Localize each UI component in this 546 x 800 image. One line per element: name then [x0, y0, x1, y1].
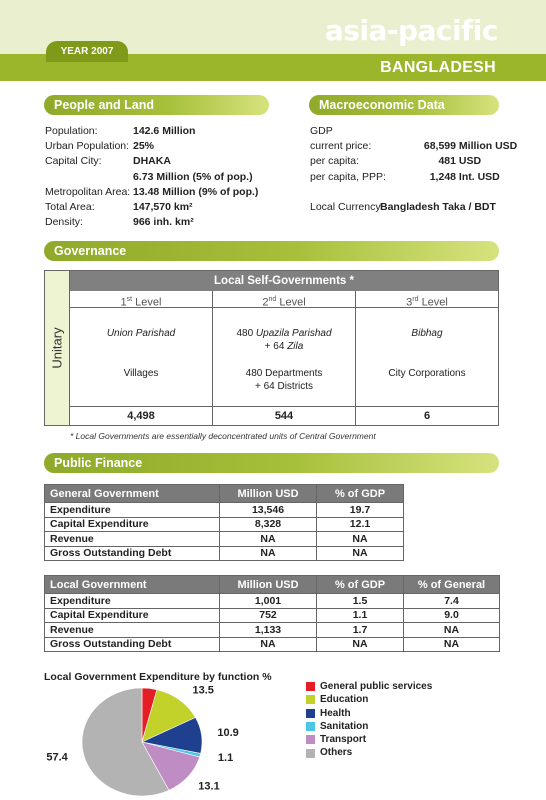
table-row [45, 503, 404, 518]
people-land-value: 147,570 km² [133, 201, 193, 214]
legend-item [306, 680, 432, 693]
chart-title: Local Government Expenditure by function % [44, 671, 272, 683]
people-land-list [45, 124, 258, 230]
row-label: Gross Outstanding Debt [45, 546, 220, 561]
column-header: Million USD [220, 576, 317, 594]
table-cell: NA [317, 637, 404, 652]
table-cell: NA [404, 637, 500, 652]
people-land-value: 966 inh. km² [133, 216, 194, 229]
table-cell: NA [317, 546, 404, 561]
people-land-label: Density: [45, 216, 83, 229]
people-land-label: Capital City: [45, 155, 102, 168]
macro-label: per capita, PPP: [310, 170, 386, 183]
table-cell: NA [317, 532, 404, 547]
macro-list [310, 124, 517, 215]
legend-label: Health [320, 707, 351, 719]
table-cell: 8,328 [220, 517, 317, 532]
region-title: asia-pacific [324, 14, 498, 47]
people-land-value: DHAKA [133, 155, 171, 168]
table-cell: 752 [220, 608, 317, 623]
level-1-column [70, 291, 213, 425]
pie-data-label: 1.1 [217, 752, 234, 765]
unitary-side-label: Unitary [45, 271, 70, 425]
column-header: Million USD [220, 485, 317, 503]
people-land-label: Urban Population: [45, 140, 130, 153]
column-header: % of GDP [317, 576, 404, 594]
people-land-row [45, 185, 258, 200]
row-label: Expenditure [45, 594, 220, 609]
macro-row [310, 154, 517, 169]
legend-swatch [306, 749, 315, 758]
macro-row [310, 139, 517, 154]
level-1-subunit: Villages [123, 368, 159, 379]
people-land-value: 25% [133, 140, 155, 153]
legend-label: Education [320, 694, 369, 706]
table-row [45, 623, 500, 638]
legend-swatch [306, 682, 315, 691]
level-2-column [213, 291, 356, 425]
table-row [45, 517, 404, 532]
legend-item [306, 733, 432, 746]
people-land-row [45, 139, 258, 154]
column-header: % of GDP [317, 485, 404, 503]
pie-data-label: 57.4 [46, 751, 68, 764]
legend-item [306, 693, 432, 706]
table-cell: NA [220, 637, 317, 652]
row-label: Revenue [45, 532, 220, 547]
governance-table-header: Local Self-Governments * [70, 271, 498, 291]
pie-data-label: 10.9 [217, 727, 239, 739]
governance-heading: Governance [44, 241, 499, 261]
row-label: Capital Expenditure [45, 608, 220, 623]
macro-value: 68,599 Million USD [423, 140, 518, 153]
currency-row [310, 200, 517, 215]
table-cell: 13,546 [220, 503, 317, 518]
people-land-label: Population: [45, 125, 98, 137]
people-land-row [45, 200, 258, 215]
row-label: Revenue [45, 623, 220, 638]
column-header: Local Government [45, 576, 220, 594]
people-land-value: 13.48 Million (9% of pop.) [133, 185, 259, 198]
level-3-heading: 3rd Level [356, 291, 498, 308]
level-2-subunit: 480 Departments + 64 Districts [245, 368, 323, 392]
people-land-value: 6.73 Million (5% of pop.) [133, 170, 253, 183]
legend-swatch [306, 735, 315, 744]
currency-label: Local Currency: [310, 200, 384, 213]
table-row [45, 532, 404, 547]
table-row [45, 608, 500, 623]
gdp-label: GDP [310, 125, 333, 137]
level-3-unit: Bibhag [411, 328, 443, 339]
legend-swatch [306, 709, 315, 718]
people-land-row [45, 215, 258, 230]
governance-table [44, 270, 499, 426]
page-header [0, 0, 546, 84]
macro-heading: Macroeconomic Data [309, 95, 499, 115]
level-3-column [356, 291, 498, 425]
public-finance-heading: Public Finance [44, 453, 499, 473]
macro-value: 1,248 Int. USD [429, 170, 500, 183]
level-1-heading: 1st Level [70, 291, 212, 308]
people-land-label [45, 170, 133, 185]
row-label: Gross Outstanding Debt [45, 637, 220, 652]
table-cell: 19.7 [317, 503, 404, 518]
macro-row [310, 170, 517, 185]
level-2-total: 544 [213, 406, 355, 425]
people-land-value: 142.6 Million [133, 125, 196, 137]
legend-item [306, 720, 432, 733]
table-row [45, 546, 404, 561]
level-3-subunit: City Corporations [388, 368, 466, 379]
table-cell: 1.1 [317, 608, 404, 623]
legend-item [306, 707, 432, 720]
table-cell: 1,133 [220, 623, 317, 638]
table-cell: 9.0 [404, 608, 500, 623]
expenditure-pie-chart [0, 684, 300, 800]
legend-label: Transport [320, 734, 367, 746]
level-1-unit: Union Parishad [106, 328, 176, 339]
legend-swatch [306, 695, 315, 704]
table-cell: 12.1 [317, 517, 404, 532]
people-land-heading: People and Land [44, 95, 269, 115]
country-title: BANGLADESH [380, 59, 496, 76]
level-2-unit: 480 Upazila Parishad + 64 Zila [236, 328, 332, 352]
people-land-label: Metropolitan Area: [45, 185, 131, 198]
people-land-row [45, 124, 258, 139]
table-cell: 1,001 [220, 594, 317, 609]
level-3-total: 6 [356, 406, 498, 425]
pie-data-label: 13.5 [192, 684, 214, 697]
macro-label: current price: [310, 140, 372, 153]
legend-label: Sanitation [320, 720, 369, 732]
legend-label: Others [320, 747, 353, 759]
table-cell: 1.5 [317, 594, 404, 609]
table-row [45, 637, 500, 652]
column-header: % of General [404, 576, 500, 594]
table-row [45, 594, 500, 609]
column-header: General Government [45, 485, 220, 503]
row-label: Capital Expenditure [45, 517, 220, 532]
general-government-table [44, 484, 404, 561]
table-cell: NA [404, 623, 500, 638]
local-government-table [44, 575, 500, 652]
table-cell: NA [220, 532, 317, 547]
year-tab: YEAR 2007 [46, 41, 128, 62]
table-cell: 1.7 [317, 623, 404, 638]
people-land-row [45, 154, 258, 169]
people-land-row [45, 170, 258, 185]
table-cell: NA [220, 546, 317, 561]
legend-swatch [306, 722, 315, 731]
governance-footnote: * Local Governments are essentially deconcentrated units of Central Government [70, 431, 376, 441]
table-cell: 7.4 [404, 594, 500, 609]
row-label: Expenditure [45, 503, 220, 518]
level-2-heading: 2nd Level [213, 291, 355, 308]
macro-value: 481 USD [438, 155, 482, 168]
pie-data-label: 13.1 [198, 780, 220, 793]
legend-label: General public services [320, 681, 433, 692]
people-land-label: Total Area: [45, 201, 95, 214]
level-1-total: 4,498 [70, 406, 212, 425]
legend-item [306, 746, 432, 759]
chart-legend [306, 680, 432, 760]
currency-value: Bangladesh Taka / BDT [380, 200, 496, 213]
macro-label: per capita: [310, 155, 360, 168]
